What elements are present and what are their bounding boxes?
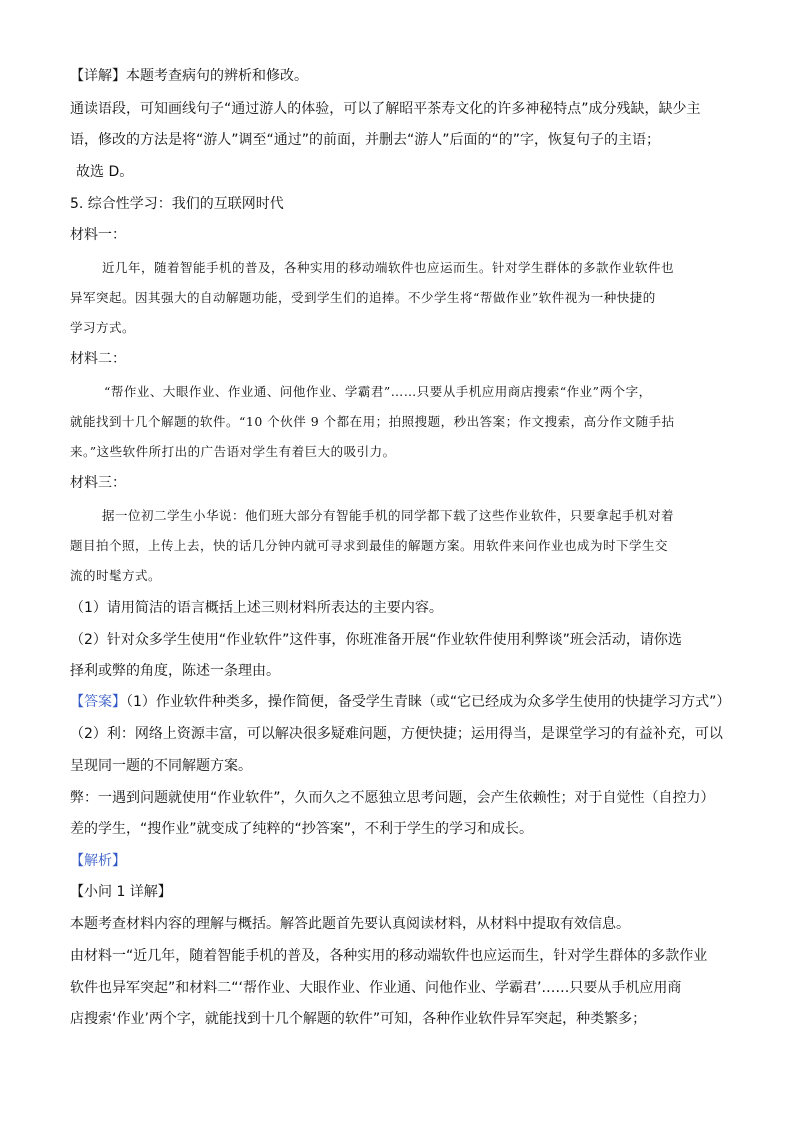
material-text: “帮作业、大眼作业、作业通、问他作业、学霸君”……只要从手机应用商店搜索“作业”两个字， [104, 384, 652, 399]
analysis-line [70, 851, 126, 871]
question-title: 5. 综合性学习：我们的互联网时代 [70, 196, 284, 212]
answer-text: （1）作业软件种类多，操作简便，备受学生青睐（或“它已经成为众多学生使用的快捷学习方式”） [126, 694, 731, 710]
material-text: 近几年，随着智能手机的普及，各种实用的移动端软件也应运而生。针对学生群体的多款作业软件也 [102, 260, 675, 275]
text-line: 语，修改的方法是将“游人”调至“通过”的前面，并删去“游人”后面的“的”字，恢复句子的主语； [70, 132, 661, 148]
material-text: 来。”这些软件所打出的广告语对学生有着巨大的吸引力。 [70, 444, 396, 459]
text-line: 通读语段，可知画线句子“通过游人的体验，可以了解昭平茶寿文化的许多神秘特点”成分残缺，缺少主 [70, 101, 701, 117]
material-text: 据一位初二学生小华说：他们班大部分有智能手机的同学都下载了这些作业软件，只要拿起手机对着 [102, 508, 675, 523]
text-line: （2）利：网络上资源丰富，可以解决很多疑难问题，方便快捷；运用得当，是课堂学习的有益补充，可以 [70, 726, 723, 742]
sub-question-2: （2）针对众多学生使用“作业软件”这件事，你班准备开展“作业软件使用利弊谈”班会活动，请你选 [70, 632, 682, 648]
answer-line [70, 692, 730, 712]
answer-tag: 【答案】 [70, 694, 126, 710]
text-line: 差的学生，“搜作业”就变成了纯粹的“抄答案”，不利于学生的学习和成长。 [70, 821, 534, 837]
material-text: 题目拍个照，上传上去，快的话几分钟内就可寻求到最佳的解题方案。用软件来问作业也成为时下学生交 [70, 538, 669, 553]
material-label: 材料一： [70, 227, 126, 243]
material-text: 学习方式。 [70, 320, 136, 335]
text-line: 由材料一“近几年，随着智能手机的普及，各种实用的移动端软件也应运而生，针对学生群体的多款作业 [70, 948, 708, 964]
material-text: 异军突起。因其强大的自动解题功能，受到学生们的追捧。不少学生将“帮做作业”软件视为一种快捷的 [70, 290, 656, 305]
text-line: 本题考查材料内容的理解与概括。解答此题首先要认真阅读材料，从材料中提取有效信息。 [70, 916, 630, 932]
text-line: 故选 D。 [76, 164, 134, 180]
material-label: 材料二： [70, 351, 126, 367]
sub-question-1: （1）请用简洁的语言概括上述三则材料所表达的主要内容。 [70, 600, 443, 616]
text-line: 软件也异军突起”和材料二“‘帮作业、大眼作业、作业通、问他作业、学霸君’……只要从手机应用商 [70, 980, 682, 996]
text-line: 弊：一遇到问题就使用“作业软件”，久而久之不愿独立思考问题，会产生依赖性；对于自觉性（自控力） [70, 790, 715, 806]
text-line: 呈现同一题的不同解题方案。 [70, 758, 252, 774]
analysis-tag: 【解析】 [70, 853, 126, 869]
sub-detail-heading: 【小问 1 详解】 [70, 884, 172, 900]
material-label: 材料三： [70, 475, 126, 491]
material-text: 流的时髦方式。 [70, 568, 162, 583]
detail-heading: 【详解】本题考查病句的辨析和修改。 [70, 68, 308, 84]
text-line: 店搜索‘作业’两个字，就能找到十几个解题的软件”可知，各种作业软件异军突起，种类繁多； [70, 1011, 647, 1027]
text-line: 择利或弊的角度，陈述一条理由。 [70, 663, 280, 679]
material-text: 就能找到十几个解题的软件。“10 个伙伴 9 个都在用；拍照搜题，秒出答案；作文搜索，高分作文随手拈 [70, 414, 675, 429]
